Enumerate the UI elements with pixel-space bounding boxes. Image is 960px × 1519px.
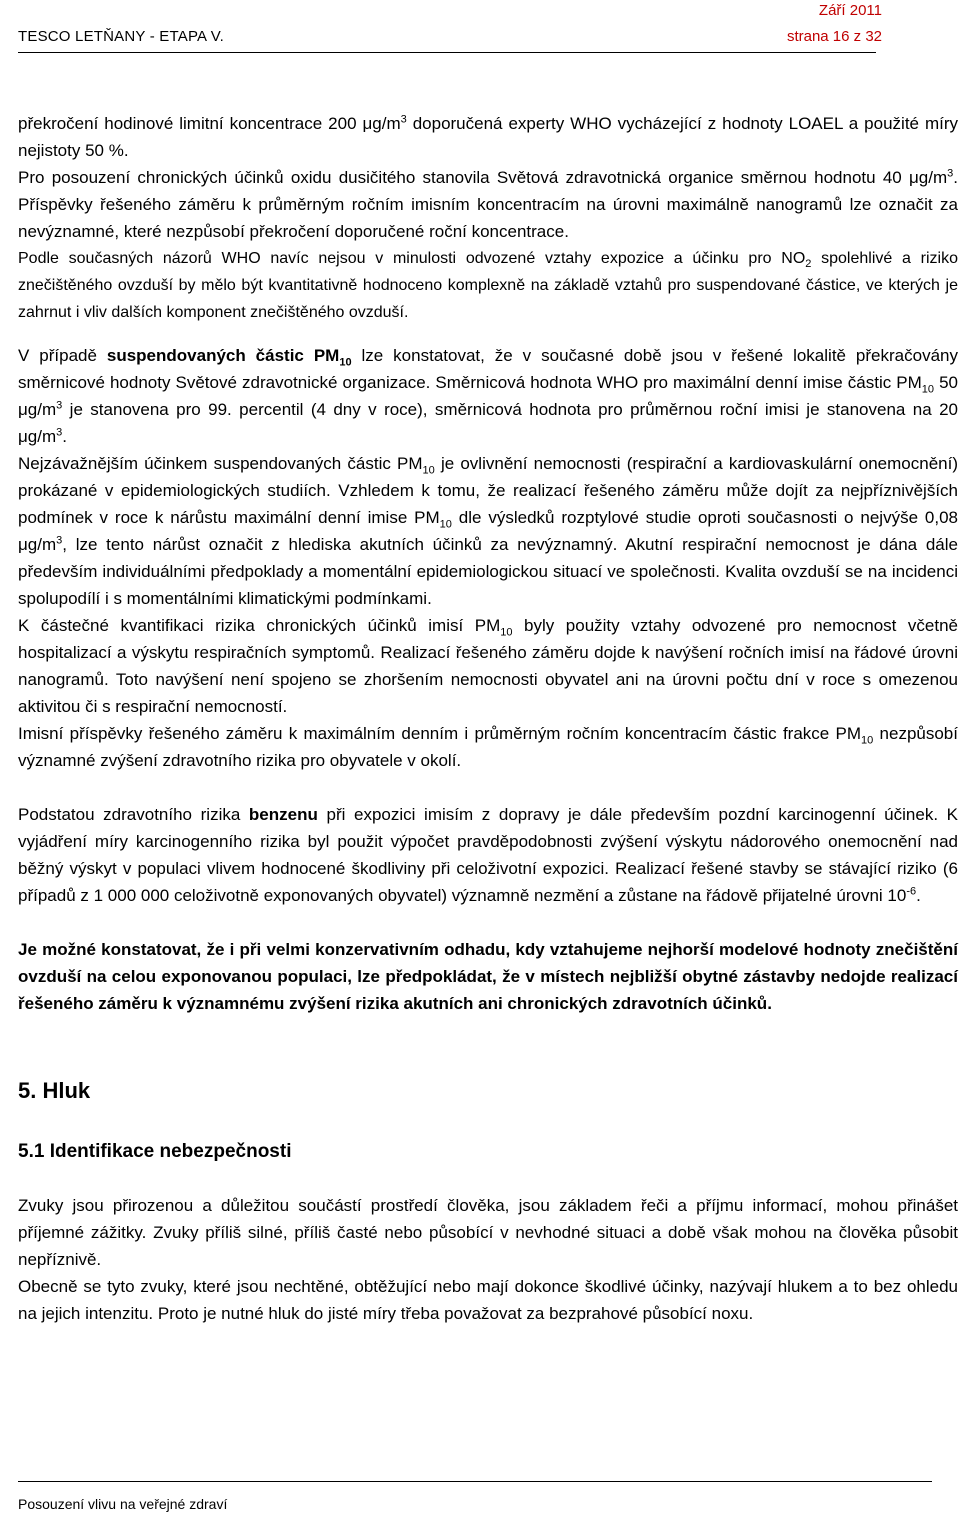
paragraph-who-opinion: Podle současných názorů WHO navíc nejsou v minulosti odvozené vztahy expozice a účinku pro $NO_2$ spolehlivé a riziko znečištěného ovzduší by mělo být kvantitativně hodnoceno komplexně na základě vztahů pro suspendované částice, ve kterých je zahrnut i vliv dalších komponent znečištěného ovzduší. [18,250,958,321]
document-body [18,110,958,1327]
paragraph-no2-chronic: Pro posouzení chronických účinků oxidu dusičitého stanovila Světová zdravotnická organice směrnou hodnotu 40 $\mu g/m^3$. Příspěvky řešeného záměru k průměrným ročním imisním koncentracím na úrovni maximálně nanogramů lze označit za nevýznamné, které nezpůsobí překročení doporučené roční koncentrace. [18,167,958,241]
paragraph-conclusion-bold: Je možné konstatovat, že i při velmi konzervativním odhadu, kdy vztahujeme nejhorší modelové hodnoty znečištění ovzduší na celou exponovanou populaci, lze předpokládat, že v místech nejbližší obytné zástavby nedojde realizací řešeného záměru k významnému zvýšení rizika akutních ani chronických zdravotních účinků. [18,940,958,1013]
header-divider [18,52,876,53]
footer-text: Posouzení vlivu na veřejné zdraví [18,1496,228,1512]
section-heading-noise: 5. Hluk [18,1078,91,1103]
paragraph-benzene: Podstatou zdravotního rizika benzenu při expozici imisím z dopravy je dále především pozdní karcinogenní účinek. K vyjádření míry karcinogenního rizika byl použit výpočet pravděpodobnosti zvýšení výskytu nádorového onemocnění nad běžný výskyt v populaci vlivem hodnocené škodliviny při celoživotní expozici. Realizací řešené stavby se stávající riziko (6 případů z 1 000 000 celoživotně exponovaných obyvatel) významně nezmění a zůstane na řádově přijatelné úrovni $10^{-6}$. [18,805,959,905]
paragraph-noise-definition: Obecně se tyto zvuky, které jsou nechtěné, obtěžující nebo mají dokonce škodlivé účinky, nazývají hlukem a to bez ohledu na jejich intenzitu. Proto je nutné hluk do jisté míry třeba považovat za bezprahové působící noxu. [18,1277,958,1323]
paragraph-sounds: Zvuky jsou přirozenou a důležitou součástí prostředí člověka, jsou základem řeči a příjmu informací, mohou přinášet příjemné zážitky. Zvuky příliš silné, příliš časté nebo působící v nevhodné situaci a době však mohou na člověka působit nepříznivě. [18,1196,958,1269]
paragraph-pm10-quantification: K částečné kvantifikaci rizika chronických účinků imisí $PM_{10}$ byly použity vztahy odvozené pro nemocnost včetně hospitalizací a výskytu respiračních symptomů. Realizací řešeného záměru dojde k navýšení ročních imisí na řádové úrovni nanogramů. Toto navýšení není spojeno se zhoršením nemocnosti obyvatel ani na úrovni počtu dní v roce s omezenou aktivitou či s respirační nemocností. [18,616,958,716]
subsection-heading-hazard-identification: 5.1 Identifikace nebezpečnosti [18,1141,292,1162]
header-date: Září 2011 [818,2,882,19]
paragraph-pm10-conclusion: Imisní příspěvky řešeného záměru k maximálním denním i průměrným ročním koncentracím částic frakce $PM_{10}$ nezpůsobí významné zvýšení zdravotního rizika pro obyvatele v okolí. [18,724,958,770]
footer-divider [18,1481,932,1482]
header-page-number: strana 16 z 32 [786,28,882,45]
paragraph-who-hourly: překročení hodinové limitní koncentrace 200 $\mu g/m^3$ doporučená experty WHO vycházející z hodnoty LOAEL a použité míry nejistoty 50 %. [18,113,958,160]
paragraph-pm10-effects: Nejzávažnějším účinkem suspendovaných částic $PM_{10}$ je ovlivnění nemocnosti (respirační a kardiovaskulární onemocnění) prokázané v epidemiologických studiích. Vzhledem k tomu, že realizací řešeného záměru může dojít za nejpříznivějších podmínek v roce k nárůstu maximální denní imise $PM_{10}$ dle výsledků rozptylové studie oproti současnosti o nejvýše 0,08 $\mu g/m^3$, lze tento nárůst označit z hlediska akutních účinků za nevýznamný. Akutní respirační nemocnost je dána dále především individuálními předpoklady a momentální epidemiologickou situací ve společnosti. Kvalita ovzduší se na incidenci spolupodílí i s momentálními klimatickými podmínkami. [18,454,959,608]
header-title: TESCO LETŇANY - ETAPA V. [18,28,224,45]
paragraph-pm10-limits: V případě suspendovaných částic $PM_{10}$ lze konstatovat, že v současné době jsou v řešené lokalitě překračovány směrnicové hodnoty Světové zdravotnické organizace. Směrnicová hodnota WHO pro maximální denní imise částic $PM_{10}$ 50 $\mu g/m^3$ je stanovena pro 99. percentil (4 dny v roce), směrnicová hodnota pro průměrnou roční imisi je stanovena na 20 $\mu g/m^3$. [18,346,958,446]
